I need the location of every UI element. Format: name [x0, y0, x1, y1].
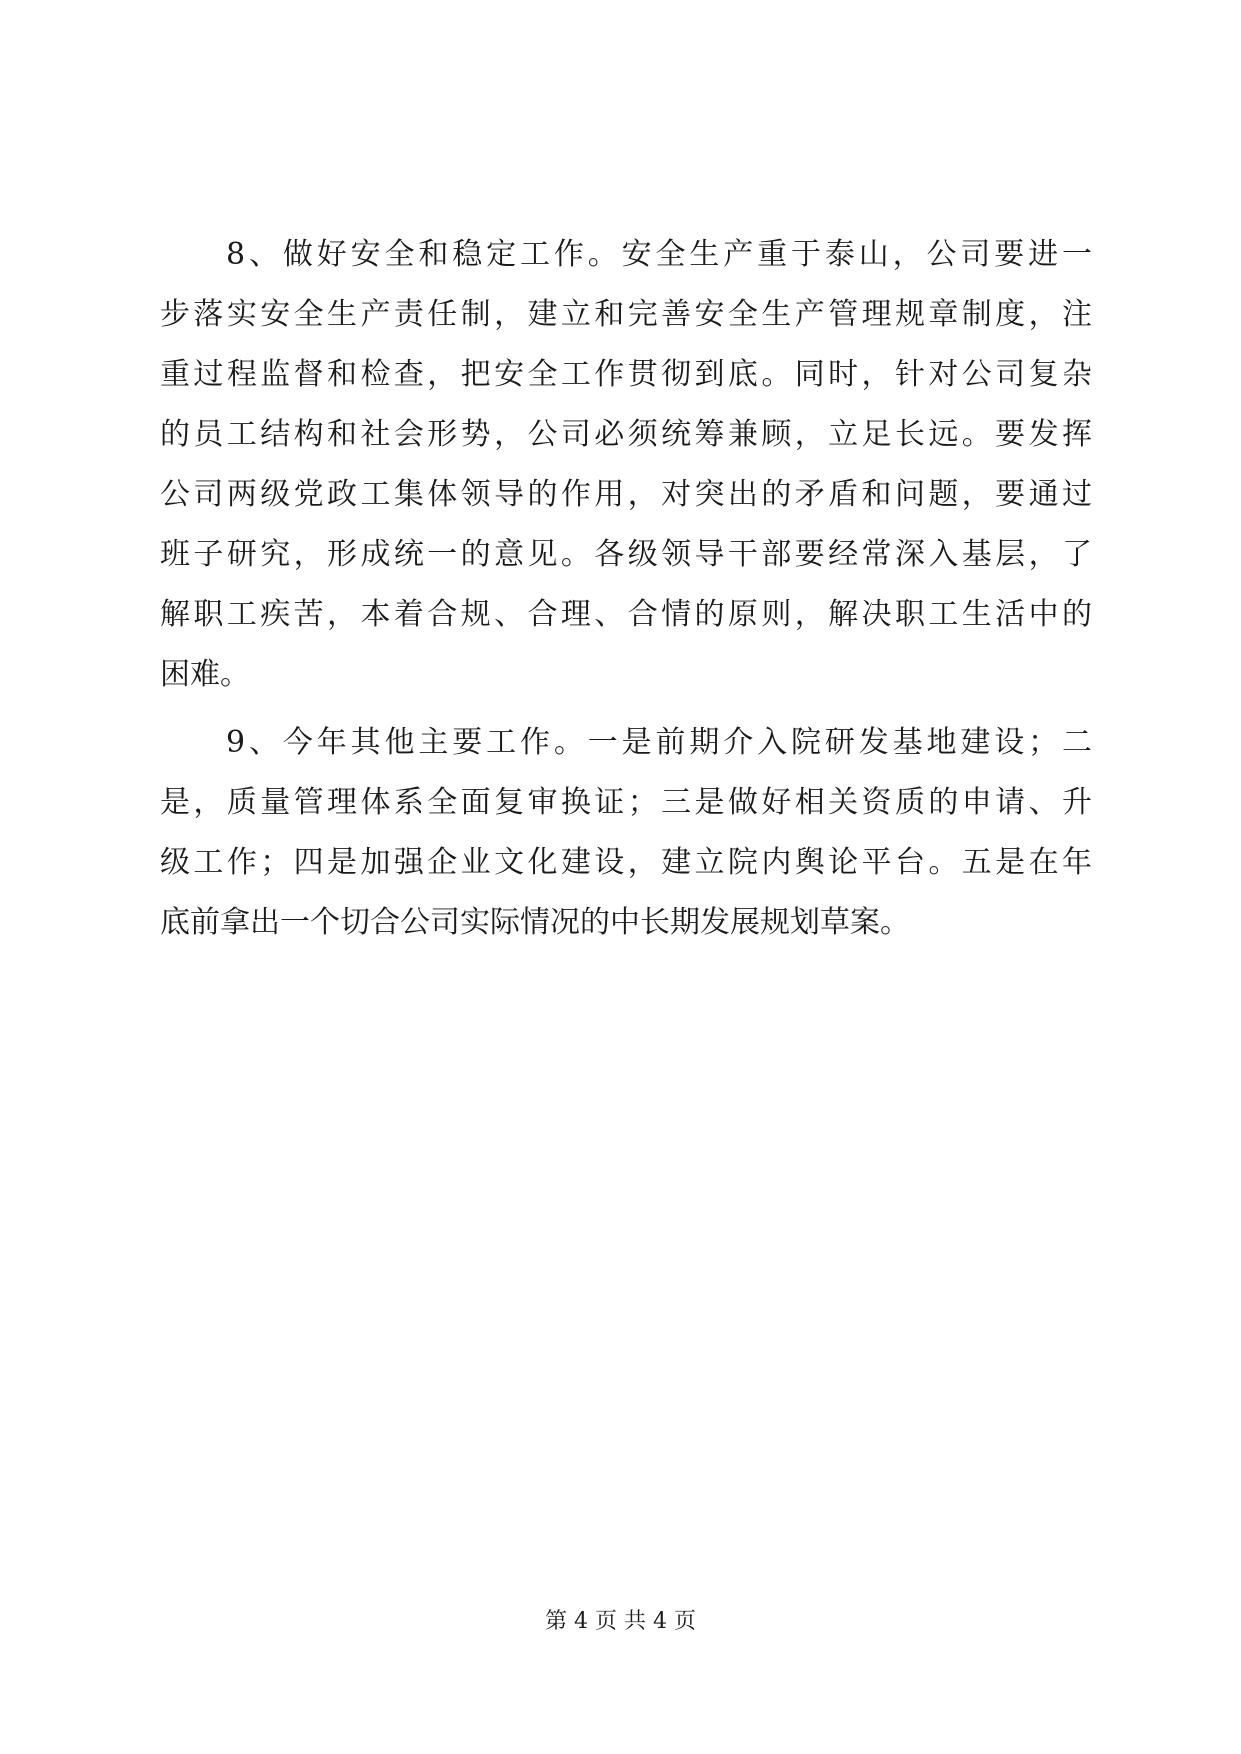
- paragraph-line: 重过程监督和检查，把安全工作贯彻到底。同时，针对公司复杂: [160, 357, 1092, 392]
- paragraph-line: 级工作；四是加强企业文化建设，建立院内舆论平台。五是在年: [160, 845, 1092, 880]
- document-body: [160, 225, 1092, 953]
- paragraph-line: 公司两级党政工集体领导的作用，对突出的矛盾和问题，要通过: [160, 477, 1092, 512]
- paragraph-line: 8、做好安全和稳定工作。安全生产重于泰山，公司要进一: [226, 237, 1092, 272]
- paragraph-line: 步落实安全生产责任制，建立和完善安全生产管理规章制度，注: [160, 297, 1092, 332]
- paragraph-8: [160, 225, 1092, 705]
- paragraph-line: 底前拿出一个切合公司实际情况的中长期发展规划草案。: [160, 905, 910, 940]
- paragraph-line: 9、今年其他主要工作。一是前期介入院研发基地建设；二: [226, 725, 1092, 760]
- paragraph-9: [160, 713, 1092, 953]
- page-number-footer: 第 4 页 共 4 页: [545, 1609, 696, 1634]
- paragraph-line: 的员工结构和社会形势，公司必须统筹兼顾，立足长远。要发挥: [160, 417, 1092, 452]
- paragraph-line: 困难。: [160, 657, 250, 692]
- paragraph-line: 班子研究，形成统一的意见。各级领导干部要经常深入基层，了: [160, 537, 1092, 572]
- paragraph-line: 是，质量管理体系全面复审换证；三是做好相关资质的申请、升: [160, 785, 1092, 820]
- paragraph-spacer: [160, 705, 1092, 713]
- paragraph-line: 解职工疾苦，本着合规、合理、合情的原则，解决职工生活中的: [160, 597, 1092, 632]
